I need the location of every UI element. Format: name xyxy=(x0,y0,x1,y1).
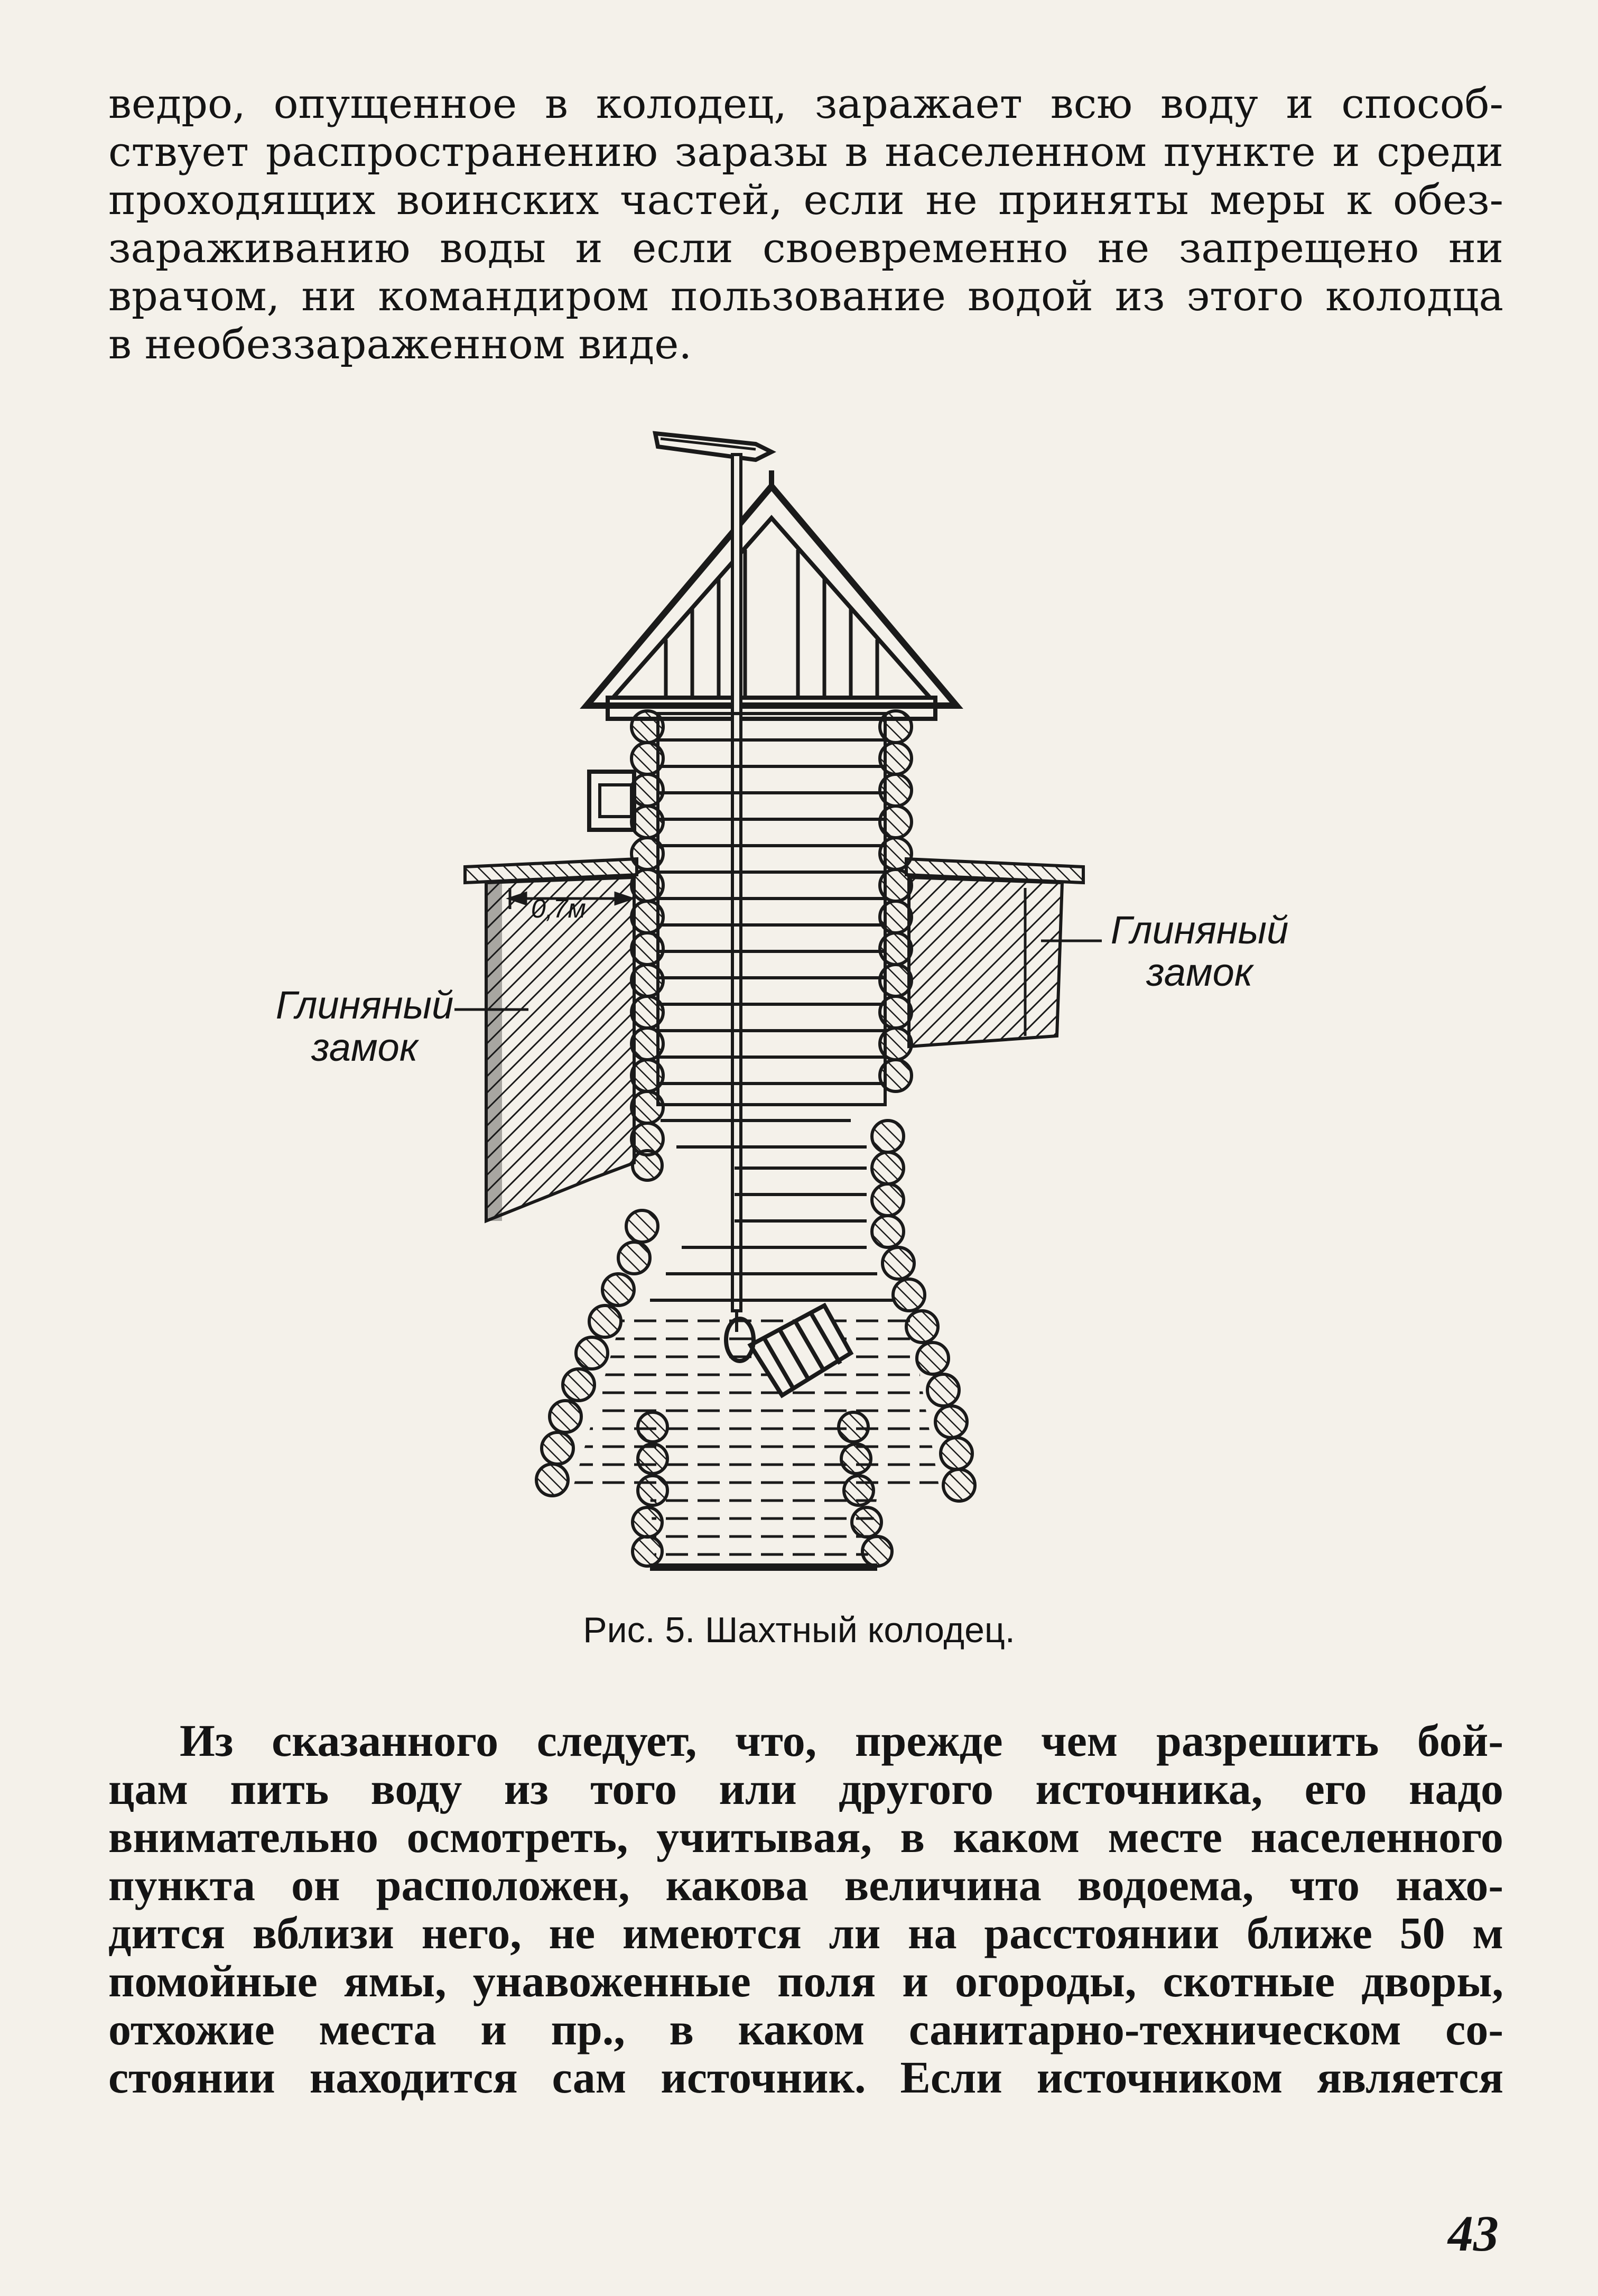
text-line: проходящих воинских частей, если не приняты меры к обез- xyxy=(108,177,1503,224)
text-line: цам пить воду из того или другого источника, его надо xyxy=(108,1763,1503,1814)
label-clay-lock-right xyxy=(1099,909,1300,994)
page-number: 43 xyxy=(1448,2205,1499,2262)
dimension-label: 0,7м xyxy=(531,894,586,923)
text-line: отхожие места и пр., в каком санитарно-техническом со- xyxy=(108,2004,1503,2054)
text-line: зараживанию воды и если своевременно не запрещено ни xyxy=(108,225,1503,272)
text-line: пункта он расположен, какова величина водоема, что нахо- xyxy=(108,1859,1503,1910)
paragraph-bottom xyxy=(108,1717,1503,2101)
text-line: ведро, опущенное в колодец, заражает всю воду и способ- xyxy=(108,80,1503,128)
text-line: помойные ямы, унавоженные поля и огороды, скотные дворы, xyxy=(108,1956,1503,2006)
text-line: врачом, ни командиром пользование водой из этого колодца xyxy=(108,273,1503,320)
label-line: замок xyxy=(1146,950,1253,994)
text-line: стоянии находится сам источник. Если источником является xyxy=(108,2052,1503,2103)
log-crib-upper xyxy=(631,711,912,1180)
label-line: замок xyxy=(311,1025,418,1069)
text-line: внимательно осмотреть, учитывая, в каком месте населенного xyxy=(108,1811,1503,1862)
text-line: дится вблизи него, не имеются ли на расстоянии ближе 50 м xyxy=(108,1908,1503,1958)
well-pole xyxy=(655,433,772,1332)
windlass-housing xyxy=(589,772,634,830)
clay-lock-right xyxy=(909,877,1062,1047)
roof xyxy=(587,470,956,719)
text-line: Из сказанного следует, что, прежде чем разрешить бой- xyxy=(180,1715,1503,1766)
label-line: Глиняный xyxy=(275,983,454,1027)
figure-caption: Рис. 5. Шахтный колодец. xyxy=(583,1610,1015,1650)
label-line: Глиняный xyxy=(1110,908,1289,952)
text-line: в необеззараженном виде. xyxy=(108,321,692,368)
clay-lock-left xyxy=(486,877,634,1221)
label-clay-lock-left xyxy=(275,984,454,1069)
text-line: ствует распространению заразы в населенном пункте и среди xyxy=(108,128,1503,176)
